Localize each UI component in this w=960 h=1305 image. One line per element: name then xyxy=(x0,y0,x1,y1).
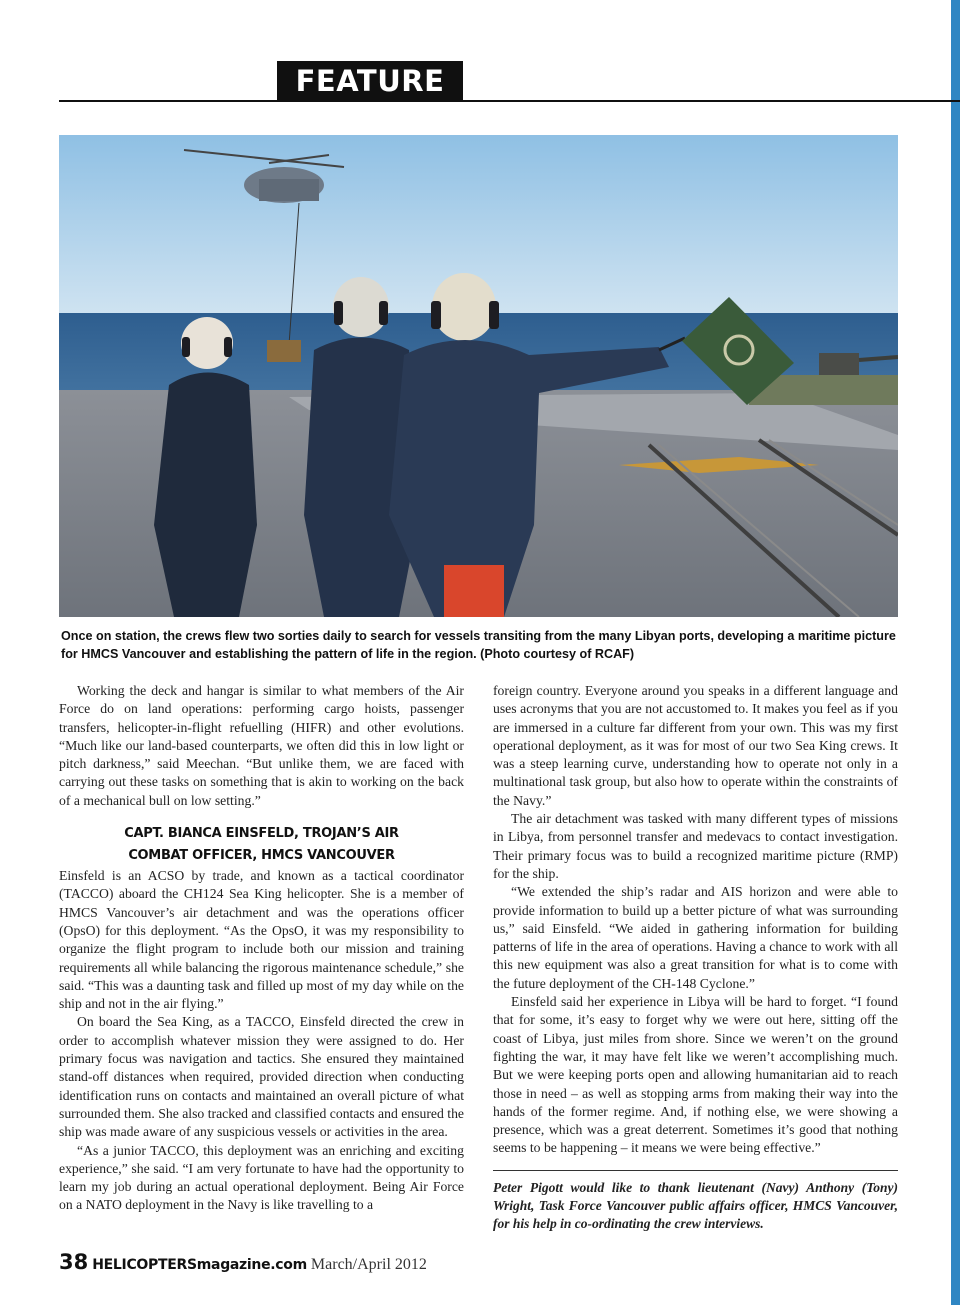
acknowledgement-rule xyxy=(493,1170,898,1171)
page-footer xyxy=(59,1250,427,1278)
issue-date: March/April 2012 xyxy=(310,1256,427,1273)
page-edge-accent xyxy=(951,0,960,1305)
header-rule xyxy=(59,100,960,102)
subhead-line: CAPT. BIANCA EINSFELD, TROJAN’S AIR xyxy=(124,826,399,842)
body-paragraph: “As a junior TACCO, this deployment was an enriching and exciting experience,” she said. “I am very fortunate to have had the opportunity to learn my job during an actual operational deployment. Being Air Force on a NATO deployment in the Navy is like travelling to a xyxy=(59,1142,464,1213)
body-paragraph: Working the deck and hangar is similar to what members of the Air Force do on land operations: performing cargo hoists, passenger transfers, helicopter-in-flight refuelling (HIFR) and other evolutions. “Much like our land-based counterparts, we often did this in low light or pitch darkness,” said Meechan. “But unlike them, we are faced with carrying out these tasks on something that is akin to working on the back of a mechanical bull on low setting.” xyxy=(59,683,464,808)
section-label: FEATURE xyxy=(277,61,463,100)
section-subhead xyxy=(59,823,464,867)
acknowledgement: Peter Pigott would like to thank lieutenant (Navy) Anthony (Tony) Wright, Task Force Vancouver public affairs officer, HMCS Vancouver, for his help in co-ordinating the crew interviews. xyxy=(493,1179,898,1232)
body-paragraph: foreign country. Everyone around you speaks in a different language and uses acronyms that you are not accustomed to. It makes you feel as if you are immersed in a culture far different from your own. This was my first operational deployment, as it was for most of our two Sea King crews. It was a steep learning curve, understanding how to operate not only in a multinational task group, but also how to operate within the constraints of the Navy.” xyxy=(493,683,898,808)
subhead-line: COMBAT OFFICER, HMCS VANCOUVER xyxy=(128,848,395,864)
page-number: 38 xyxy=(59,1250,89,1274)
feature-photo xyxy=(59,135,898,617)
body-paragraph: “We extended the ship’s radar and AIS horizon and were able to provide information to build up a better picture of what was surrounding us,” said Einsfeld. “We aided in gathering information for building patterns of life in the area of operations. Having a chance to work with all this new equipment was also a great transition for what is to come with the future deployment of the CH-148 Cyclone.” xyxy=(493,884,898,991)
body-paragraph: The air detachment was tasked with many different types of missions in Libya, from personnel transfer and medevacs to contact investigation. Their primary focus was to build a recognized maritime picture (RMP) for the ship. xyxy=(493,811,898,881)
body-paragraph: On board the Sea King, as a TACCO, Einsfeld directed the crew in order to accomplish whatever mission they were assigned to do. Her primary focus was navigation and tactics. She ensured they maintained stand-off distances when required, provided direction when conducting identification runs on contacts and maintained an overall picture of what surrounded them. She also tracked and classified contacts and ensured the ship was made aware of any suspicious vessels or activities in the area. xyxy=(59,1014,464,1140)
body-paragraph: Einsfeld said her experience in Libya will be hard to forget. “I found that for some, it’s easy to forget why we were out here, sitting off the coast of Libya, just miles from shore. Since we weren’t on the ground fighting the war, it may have felt like we weren’t accomplishing much. But we were keeping ports open and allowing humanitarian aid to reach those in need – as well as stopping arms from making their way into the hands of the former regime. And, if nothing else, we were showing a presence, which was a great deterrent. Sometimes it’s good that nothing seems to be happening – it means we were being effective.” xyxy=(493,994,898,1156)
body-paragraph: Einsfeld is an ACSO by trade, and known as a tactical coordinator (TACCO) aboard the CH124 Sea King helicopter. She is a member of HMCS Vancouver’s air detachment and was the operations officer (OpsO) for this deployment. “As the OpsO, it was my responsibility to organize the flight program to include both our mission and training requirements all while balancing the rigorous maintenance schedule,” she said. “This was a daunting task and filled up most of my day while on the ship and not in the air flying.” xyxy=(59,868,464,1012)
magazine-website: HELICOPTERSmagazine.com xyxy=(92,1257,307,1273)
article-column-left xyxy=(59,682,464,1215)
article-column-right xyxy=(493,682,898,1234)
photo-caption: Once on station, the crews flew two sorties daily to search for vessels transiting from the many Libyan ports, developing a maritime picture for HMCS Vancouver and establishing the pattern of life in the region. (Photo courtesy of RCAF) xyxy=(61,629,896,661)
